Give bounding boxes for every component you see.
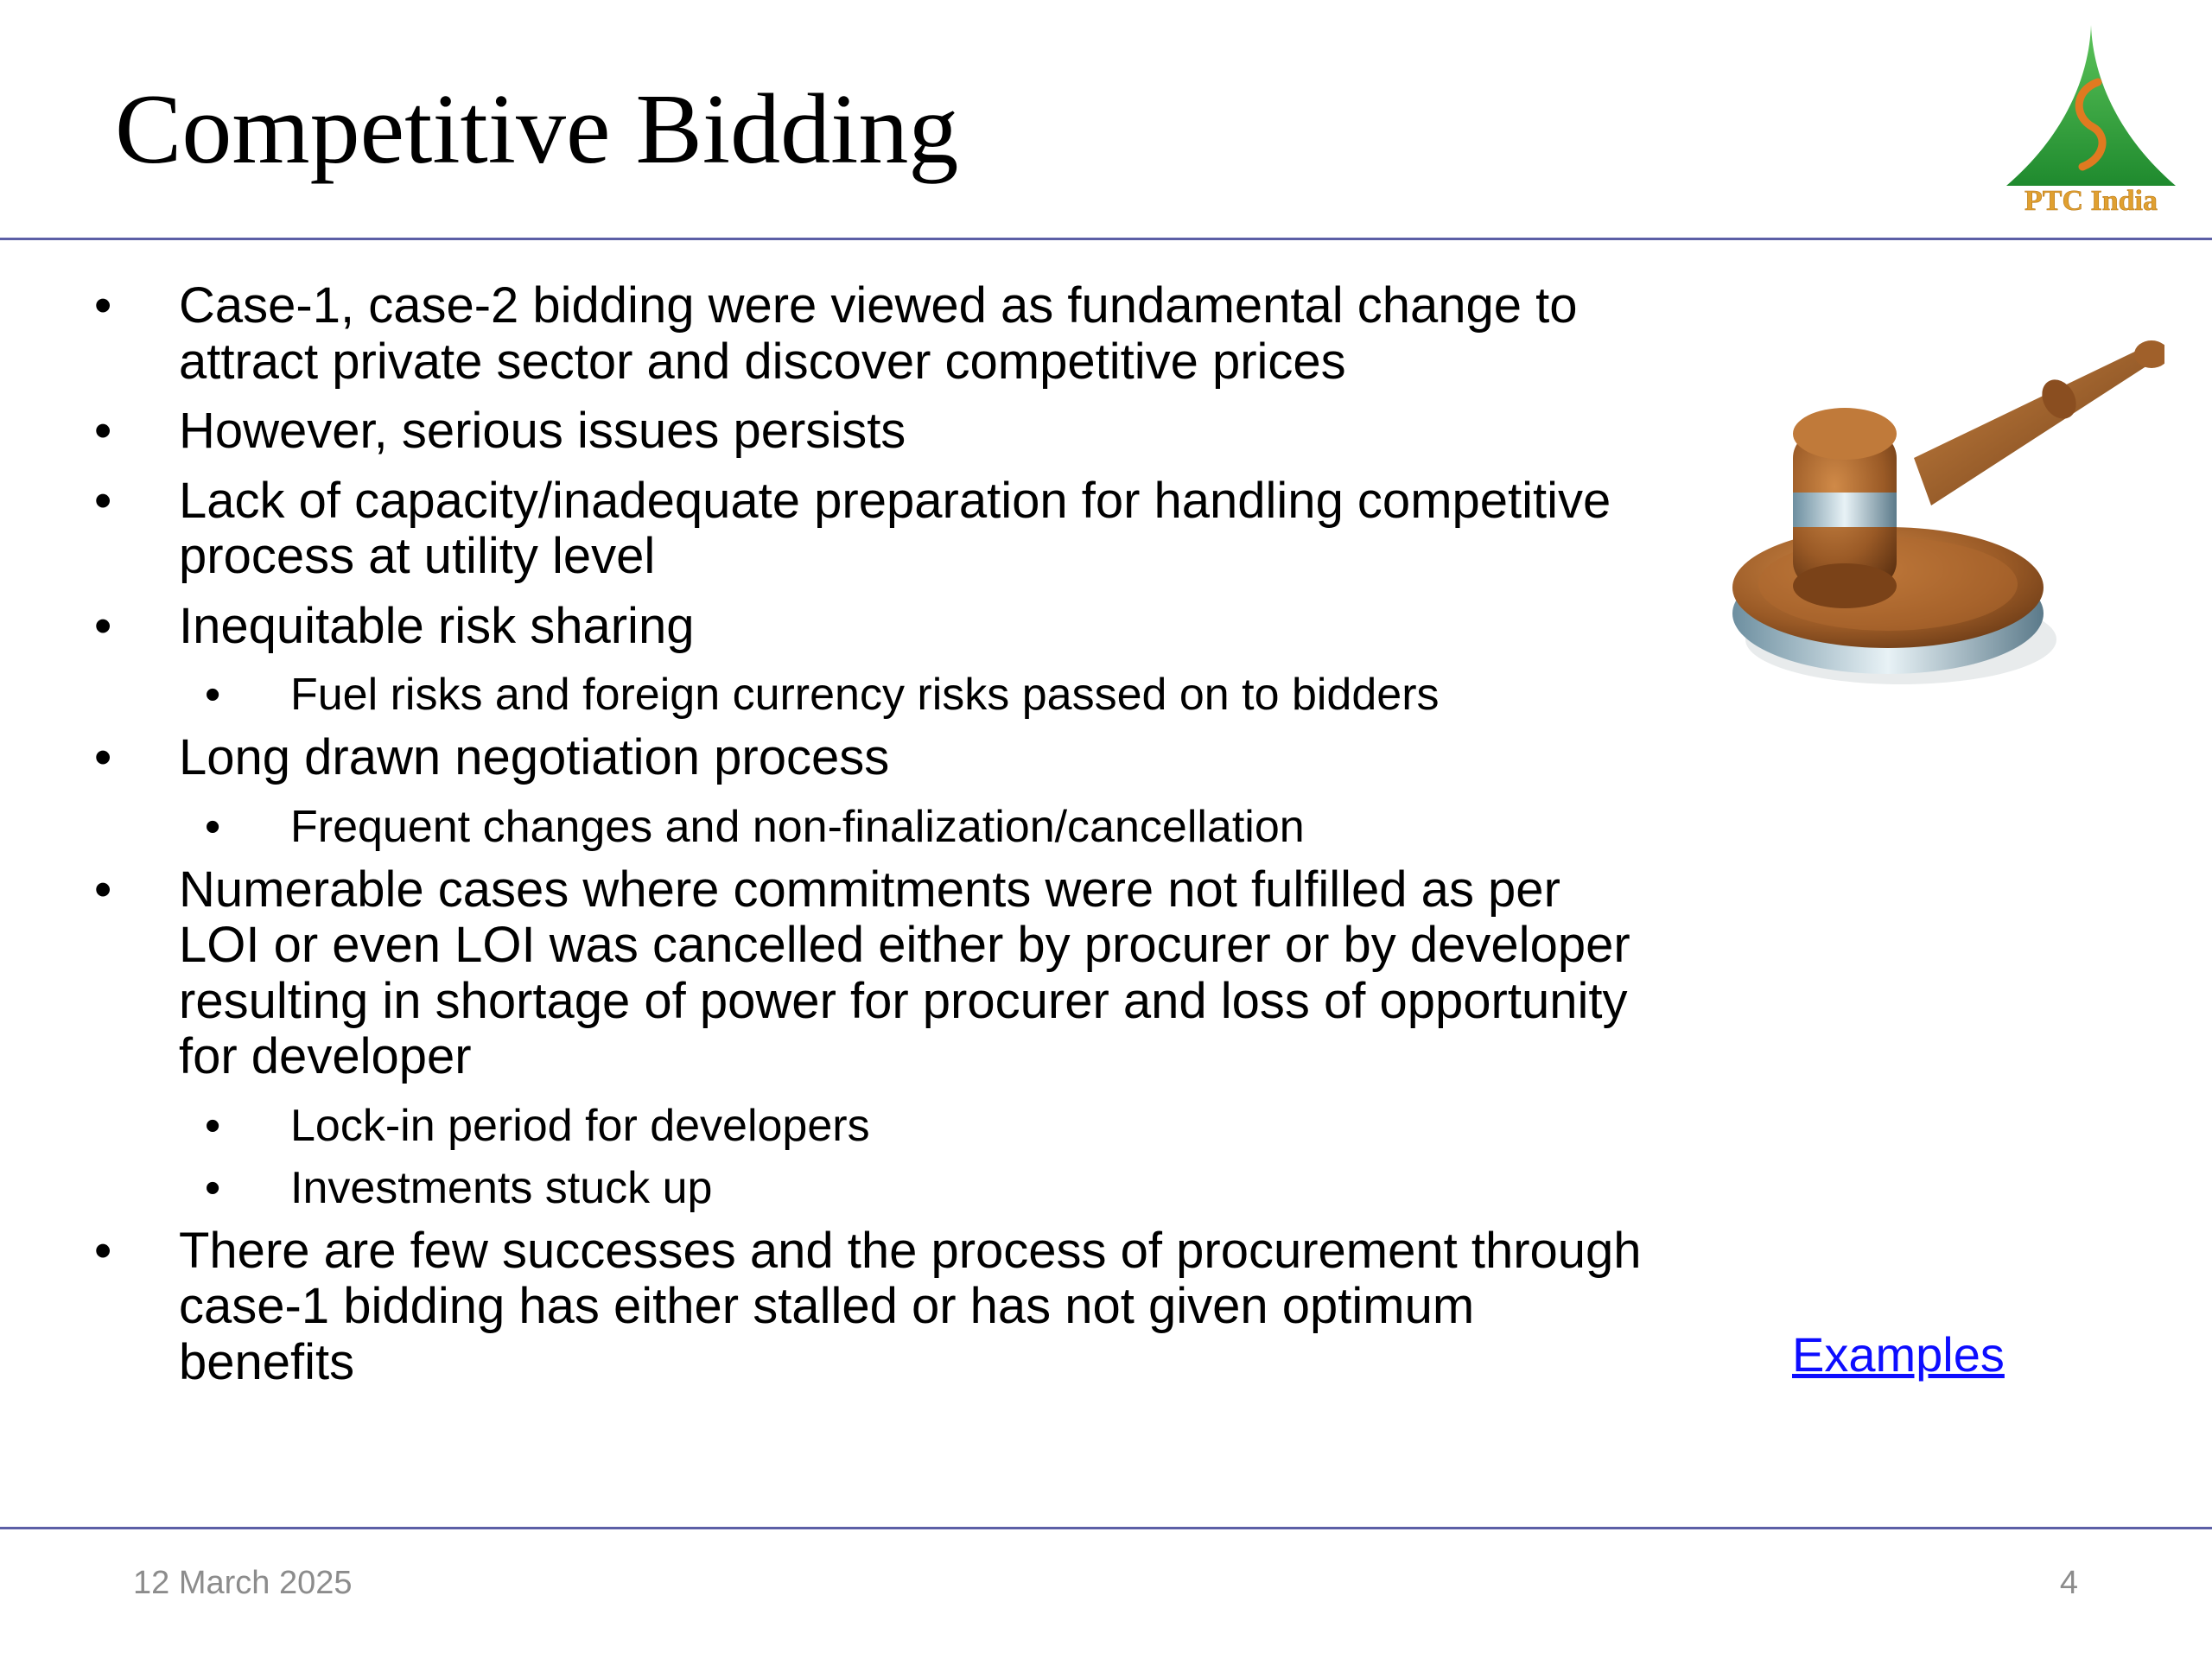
title-divider xyxy=(0,238,2212,240)
sub-bullet-item xyxy=(91,1099,1646,1153)
sub-bullet-item xyxy=(91,800,1646,854)
logo-text: PTC India xyxy=(2024,185,2158,217)
bullet-marker: • xyxy=(94,277,112,334)
bullet-text: Fuel risks and foreign currency risks passed on to bidders xyxy=(290,670,1440,720)
sub-bullet-item xyxy=(91,1161,1646,1215)
examples-link[interactable]: Examples xyxy=(1792,1327,2005,1382)
bullet-text: However, serious issues persists xyxy=(179,403,906,459)
bullet-marker: • xyxy=(94,403,112,459)
bullet-text: Investments stuck up xyxy=(290,1162,713,1213)
bullet-marker: • xyxy=(205,801,221,852)
page-number: 4 xyxy=(2059,1565,2078,1601)
bullet-marker: • xyxy=(94,1222,112,1279)
bullet-item xyxy=(91,404,1646,460)
bullet-list xyxy=(91,278,1646,1404)
bullet-text: Case-1, case-2 bidding were viewed as fundamental change to attract private sector and discover competitive prices xyxy=(179,277,1578,390)
bullet-marker: • xyxy=(94,729,112,785)
bullet-marker: • xyxy=(94,861,112,918)
bullet-marker: • xyxy=(205,1162,221,1213)
gavel-icon xyxy=(1715,328,2164,709)
bullet-text: Lack of capacity/inadequate preparation for handling competitive process at utility level xyxy=(179,472,1611,584)
bullet-text: Numerable cases where commitments were not fulfilled as per LOI or even LOI was cancelled either by procurer or by developer resulting in shortage of power for procurer and loss of opportunity for developer xyxy=(179,861,1630,1084)
bullet-marker: • xyxy=(94,597,112,654)
bullet-item xyxy=(91,862,1646,1085)
bullet-text: Long drawn negotiation process xyxy=(179,729,890,785)
bullet-item xyxy=(91,599,1646,655)
bullet-text: Inequitable risk sharing xyxy=(179,597,695,654)
ptc-india-logo xyxy=(1987,22,2195,220)
bullet-item xyxy=(91,1224,1646,1391)
bullet-text: There are few successes and the process of procurement through case-1 bidding has either stalled or has not given optimum benefits xyxy=(179,1222,1642,1390)
slide-title: Competitive Bidding xyxy=(115,74,959,185)
bullet-item xyxy=(91,730,1646,786)
bullet-text: Frequent changes and non-finalization/cancellation xyxy=(290,801,1305,852)
bullet-marker: • xyxy=(94,472,112,529)
bullet-marker: • xyxy=(205,1100,221,1151)
bullet-marker: • xyxy=(205,670,221,720)
footer-date: 12 March 2025 xyxy=(133,1565,353,1601)
footer-divider xyxy=(0,1527,2212,1529)
logo-graphic xyxy=(1987,22,2195,220)
bullet-text: Lock-in period for developers xyxy=(290,1100,870,1151)
bullet-item xyxy=(91,474,1646,585)
bullet-item xyxy=(91,278,1646,390)
sub-bullet-item xyxy=(91,668,1646,721)
